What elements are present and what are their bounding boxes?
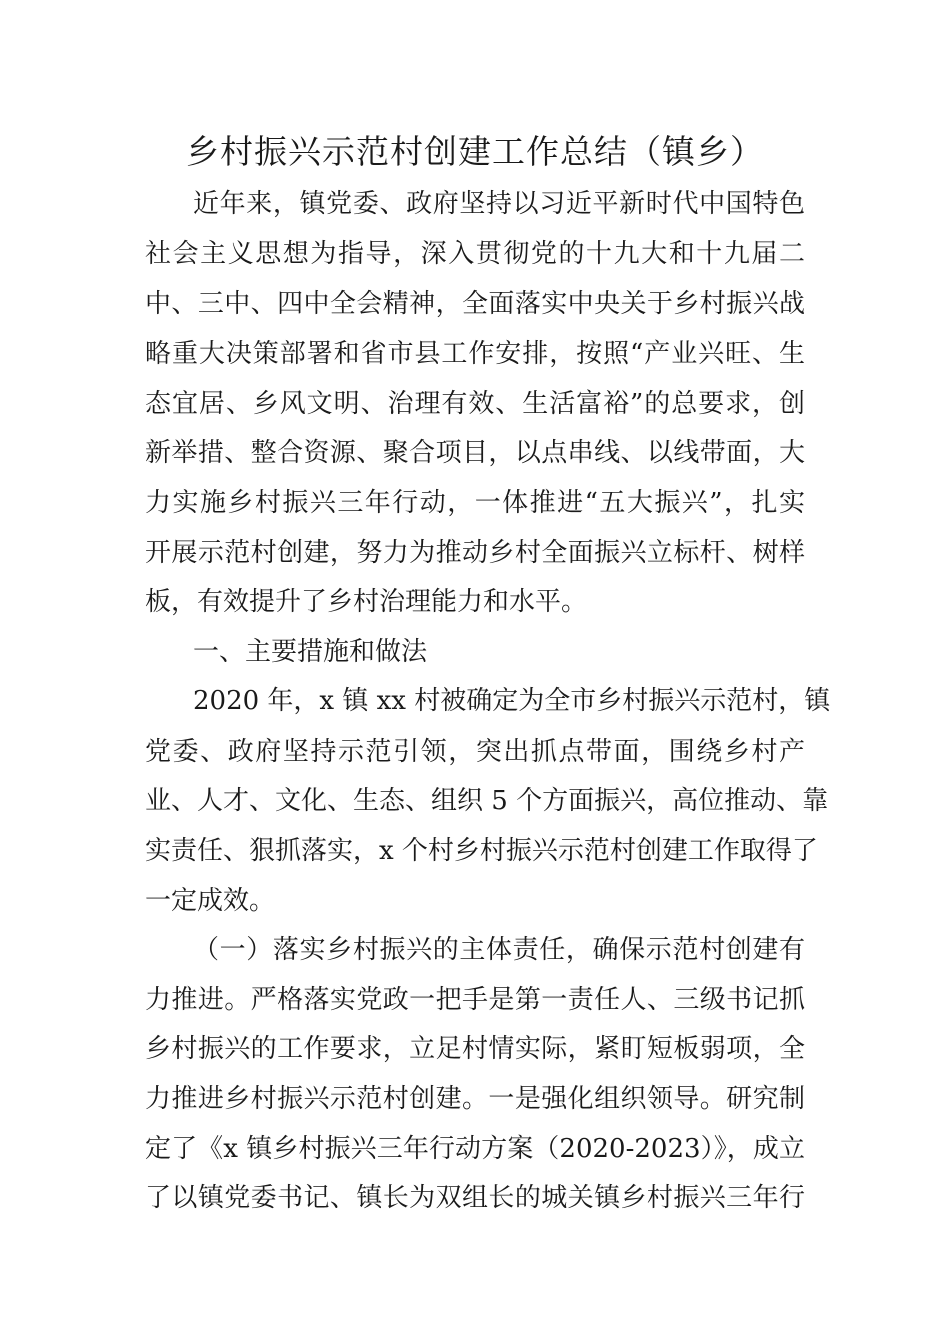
paragraph-line: 社会主义思想为指导，深入贯彻党的十九大和十九届二: [145, 239, 805, 269]
paragraph-line: 力推进。严格落实党政一把手是第一责任人、三级书记抓: [145, 985, 805, 1015]
paragraph-line: 一定成效。: [145, 886, 276, 916]
paragraph-line: 中、三中、四中全会精神，全面落实中央关于乡村振兴战: [145, 289, 805, 319]
paragraph-line: 了以镇党委书记、镇长为双组长的城关镇乡村振兴三年行: [145, 1183, 805, 1213]
paragraph-line: 力推进乡村振兴示范村创建。一是强化组织领导。研究制: [145, 1084, 805, 1114]
paragraph-line: 略重大决策部署和省市县工作安排，按照“产业兴旺、生: [145, 339, 805, 369]
paragraph-line: 2020 年，x 镇 xx 村被确定为全市乡村振兴示范村，镇: [193, 686, 831, 716]
paragraph-line: 力实施乡村振兴三年行动，一体推进“五大振兴”，扎实: [145, 488, 805, 518]
section-heading: 一、主要措施和做法: [193, 637, 428, 667]
paragraph-line: 开展示范村创建，努力为推动乡村全面振兴立标杆、树样: [145, 538, 805, 568]
paragraph-line: 实责任、狠抓落实，x 个村乡村振兴示范村创建工作取得了: [145, 836, 818, 866]
paragraph-line: 新举措、整合资源、聚合项目，以点串线、以线带面，大: [145, 438, 805, 468]
paragraph-line: 乡村振兴的工作要求，立足村情实际，紧盯短板弱项，全: [145, 1034, 805, 1064]
paragraph-line: 板，有效提升了乡村治理能力和水平。: [145, 587, 588, 617]
paragraph-line: 近年来，镇党委、政府坚持以习近平新时代中国特色: [193, 189, 805, 219]
paragraph-line: 党委、政府坚持示范引领，突出抓点带面，围绕乡村产: [145, 737, 805, 767]
paragraph-line: 业、人才、文化、生态、组织 5 个方面振兴，高位推动、靠: [145, 786, 829, 816]
paragraph-line: 定了《x 镇乡村振兴三年行动方案（2020-2023）》，成立: [145, 1134, 805, 1164]
document-title: 乡村振兴示范村创建工作总结（镇乡）: [186, 132, 764, 171]
paragraph-line: 态宜居、乡风文明、治理有效、生活富裕”的总要求，创: [145, 389, 805, 419]
subsection-line: （一）落实乡村振兴的主体责任，确保示范村创建有: [193, 935, 805, 965]
